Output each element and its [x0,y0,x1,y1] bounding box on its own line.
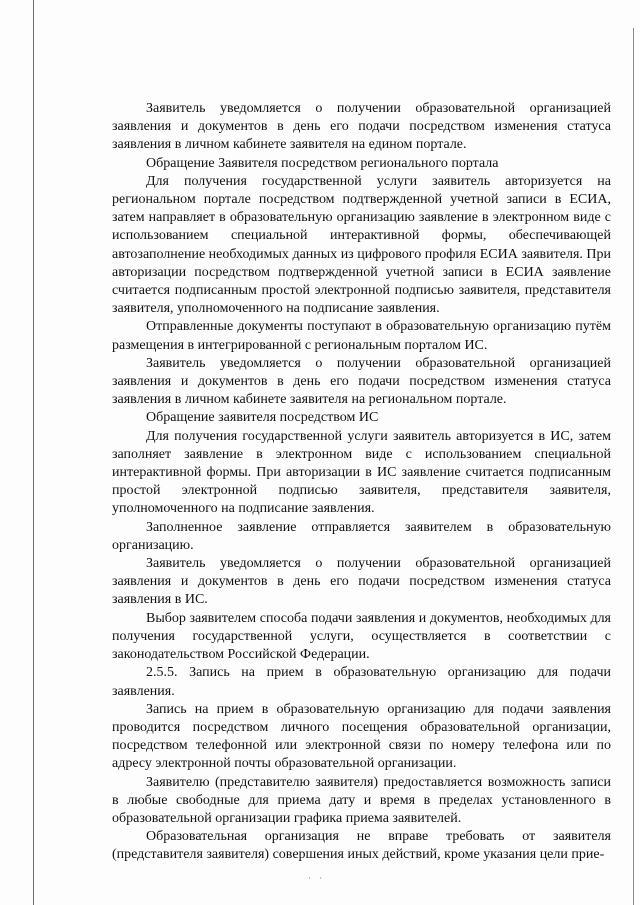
paragraph-organization-restrictions: Образовательная организация не вправе требовать от заявителя (представителя заявителя) совершения иных действий, кроме указания цели прие- [112,829,611,863]
paragraph-submission-method: Выбор заявителем способа подачи заявления и документов, необходимых для получения государственной услуги, осуществляется в соответствии с законодательством Российской Федерации. [112,610,611,663]
section-2-5-5: 2.5.5. Запись на прием в образовательную организацию для подачи заявления. [112,665,611,699]
paragraph-notification-regional-portal: Заявитель уведомляется о получении образовательной организацией заявления и документов в день его подачи посредством изменения статуса заявления в личном кабинете заявителя на региональном портале. [112,355,611,408]
paragraph-appointment-slots: Заявителю (представителю заявителя) предоставляется возможность записи в любые свободные для приема дату и время в пределах установленного в образовательной организации графика приема заявителей. [112,774,611,826]
paragraph-form-sent: Заполненное заявление отправляется заявителем в образовательную организацию. [112,519,611,553]
document-body [112,100,611,865]
left-margin-rule [33,0,34,905]
paragraph-is-auth: Для получения государственной услуги заявитель авторизуется в ИС, затем заполняет заявление в электронном виде с использованием специальной интерактивной формы. При авторизации в ИС заявление считается подписанным простой электронной подписью заявителя, представителя заявителя, уполномоченного на подписание заявления. [112,428,611,517]
paragraph-regional-portal-auth: Для получения государственной услуги заявитель авторизуется на региональном портале посредством подтвержденной учетной записи в ЕСИА, затем направляет в образовательную организацию заявление в электронном виде с использованием специальной интерактивной формы, обеспечивающей автозаполнение необходимых данных из цифрового профиля ЕСИА заявителя. При авторизации посредством подтвержденной учетной записи в ЕСИА заявление считается подписанным простой электронной подписью заявителя, представителя заявителя, уполномоченного на подписание заявления. [112,173,611,317]
heading-regional-portal: Обращение Заявителя посредством регионального портала [146,155,499,171]
paragraph-notification-is: Заявитель уведомляется о получении образовательной организацией заявления и документов в день его подачи посредством изменения статуса заявления в ИС. [112,556,611,608]
paragraph-documents-received: Отправленные документы поступают в образовательную организацию путём размещения в интегрированной с региональным порталом ИС. [112,319,611,353]
heading-is-submission: Обращение заявителя посредством ИС [146,410,379,426]
footer-scan-mark: · · [308,873,326,883]
paragraph-appointment-methods: Запись на прием в образовательную организацию для подачи заявления проводится посредством личного посещения образовательной организации, посредством телефонной или электронной связи по номеру телефона или по адресу электронной почты образовательной организации. [112,701,611,772]
right-edge-rule [633,28,634,905]
paragraph-notification-unified-portal: Заявитель уведомляется о получении образовательной организацией заявления и документов в день его подачи посредством изменения статуса заявления в личном кабинете заявителя на едином портале. [112,101,611,153]
